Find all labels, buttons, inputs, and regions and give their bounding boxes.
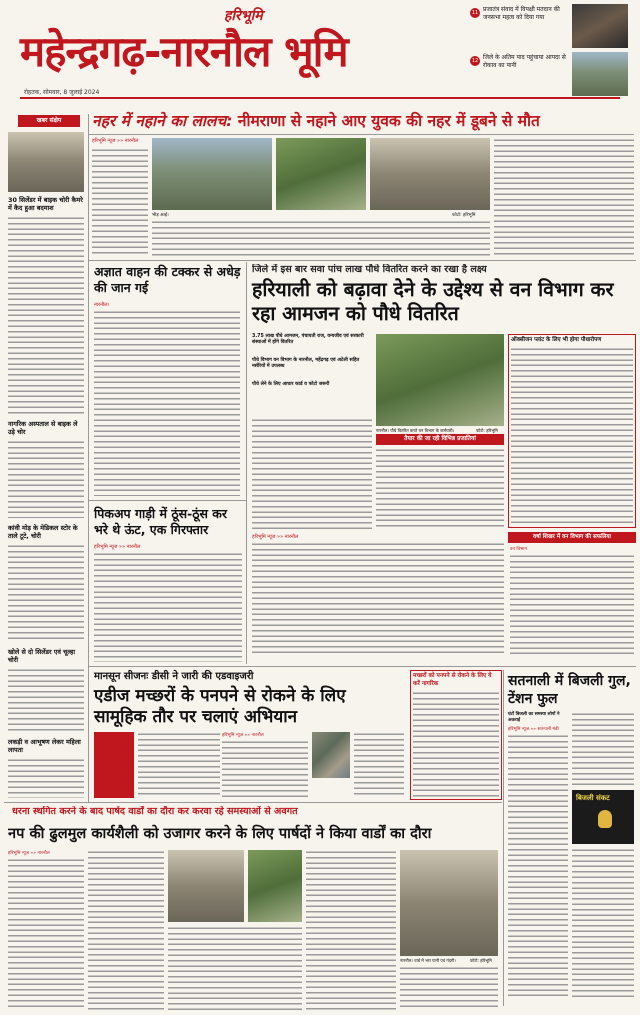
top-story bbox=[92, 138, 636, 258]
story-power-body-2 bbox=[572, 712, 634, 786]
teaser-2-photo bbox=[572, 52, 628, 96]
story-trees-sidebar-body bbox=[376, 448, 504, 530]
story-council-kicker: धरना स्थगित करने के बाद पार्षद वार्डों का दौरा कर करवा रहे समस्याओं से अवगत bbox=[12, 806, 298, 817]
story-rain-head: वर्षा शिखर में वन विभाग की सफलिया bbox=[508, 532, 636, 543]
briefs-divider bbox=[88, 114, 89, 802]
brief-4-body bbox=[8, 668, 84, 732]
brand-logo: हरिभूमि bbox=[224, 8, 263, 24]
story-trees-sidebar-head: तैयार की जा रही विभिन्न प्रजातियां bbox=[376, 434, 504, 445]
story-trees-body-1 bbox=[252, 418, 372, 530]
brief-photo bbox=[8, 132, 84, 192]
briefs-tag: खबर संक्षेप bbox=[18, 115, 80, 127]
story-pickup-credit: हरिभूमि न्यूज »» नारनौल bbox=[94, 544, 141, 550]
oxygen-body bbox=[511, 347, 633, 525]
story-power-graphic-label: बिजली संकट bbox=[576, 794, 610, 802]
story-council-photo-caption: नारनौल। वार्ड में भरा पानी एवं गंदगी। bbox=[400, 958, 456, 963]
story-trees-head: हरियाली को बढ़ावा देने के उद्देश्य से वन विभाग कर रहा आमजन को पौधे वितरित bbox=[252, 278, 614, 325]
story-council-head: नप की ढुलमुल कार्यशैली को उजागर करने के लिए पार्षदों ने किया वार्डों का दौरा bbox=[8, 825, 432, 842]
story-accident bbox=[92, 262, 242, 496]
story-rain-box bbox=[508, 532, 636, 656]
top-story-credit: हरिभूमि न्यूज »» नारनौल bbox=[92, 138, 139, 144]
story-pickup-body bbox=[94, 552, 242, 662]
top-story-col-1 bbox=[92, 148, 148, 256]
mosquito-rule bbox=[4, 802, 502, 803]
story-trees-photo-caption: नारनौल। पौधे वितरित करते वन विभाग के कर्मचारी। bbox=[376, 428, 455, 433]
dateline: रोहतक, सोमवार, 8 जुलाई 2024 bbox=[24, 89, 100, 96]
story-council-body-2 bbox=[88, 850, 164, 1010]
brief-5-body bbox=[8, 758, 84, 798]
top-story-photo-3 bbox=[370, 138, 490, 210]
story-mosquito-head: एडीज मच्छरों के पनपने से रोकने के लिए सामूहिक तौर पर चलाएं अभियान bbox=[94, 686, 346, 727]
story-trees-credit: हरिभूमि न्यूज »» नारनौल bbox=[252, 534, 299, 540]
story-pickup bbox=[92, 504, 244, 664]
story-trees bbox=[250, 262, 638, 666]
story-council-body-4 bbox=[306, 850, 396, 1010]
story-power-head: सतनाली में बिजली गुल, टेंशन फुल bbox=[508, 673, 631, 707]
brief-3-body bbox=[8, 544, 84, 642]
story-power-graphic bbox=[572, 790, 634, 844]
brief-3-head: कांवी मोड़ के मेडिकल स्टोर के ताले टूटे, चोरी bbox=[8, 524, 78, 540]
top-headline-rule bbox=[88, 134, 634, 135]
masthead-rule bbox=[20, 97, 620, 99]
story-council-body-3 bbox=[168, 926, 302, 1010]
brief-1-body bbox=[8, 216, 84, 414]
top-headline-kicker: नहर में नहाने का लालच: bbox=[92, 112, 233, 130]
teaser-2-text: जिले के अतिम पाद पहुंचाया आपदा से रोकाव का पानी bbox=[483, 54, 566, 69]
story-power-body-3 bbox=[572, 848, 634, 1000]
story-accident-credit: नारनौल। bbox=[94, 302, 110, 308]
top-story-rule bbox=[88, 260, 636, 261]
story-rain-body bbox=[510, 554, 634, 654]
bulb-icon bbox=[598, 810, 612, 828]
masthead-title: महेन्द्रगढ़-नारनौल भूमि bbox=[20, 27, 348, 76]
story-council bbox=[6, 806, 500, 1010]
story-council-body-5 bbox=[400, 966, 498, 1010]
story-mosquito-sidebar-body bbox=[413, 691, 499, 797]
top-story-body-a bbox=[152, 220, 490, 256]
top-story-photo-1 bbox=[152, 138, 272, 210]
story-trees-kicker: जिले में इस बार सवा पांच लाख पौधे वितरित करने का रखा है लक्ष्य bbox=[252, 264, 487, 275]
trees-rule bbox=[88, 666, 636, 667]
teaser-1-photo bbox=[572, 4, 628, 48]
story-mosquito-kicker: मानसून सीजनः डीसी ने जारी की एडवाइजरी bbox=[94, 671, 254, 682]
teaser-1[interactable] bbox=[470, 4, 568, 50]
story-mosquito-body-3 bbox=[354, 732, 404, 798]
story-council-photo-1 bbox=[168, 850, 244, 922]
story-rain-credit: वन विभाग bbox=[510, 547, 527, 552]
accident-divider bbox=[246, 262, 247, 664]
story-accident-body bbox=[94, 310, 240, 496]
story-power-body-1 bbox=[508, 734, 568, 1000]
oxygen-box bbox=[508, 334, 636, 528]
story-mosquito-body-2 bbox=[222, 740, 308, 798]
story-accident-head: अज्ञात वाहन की टक्कर से अधेड़ की जान गई bbox=[94, 264, 241, 295]
briefs-column bbox=[6, 132, 86, 800]
brief-4-head: खोले से दो सिलेंडर एवं चूल्हा चोरी bbox=[8, 648, 75, 664]
top-story-body-b bbox=[494, 138, 634, 256]
bullet-2: पौधे विभाग वन विभाग के नारनौल, महेंद्रगढ़ एवं अटेली सहित नर्सरियों में उपलब्ध bbox=[252, 358, 360, 369]
brief-1-head: 30 सिलेंडर में बाइक चोरी कैमरे में कैद हुआ बदमाश bbox=[8, 196, 83, 212]
story-trees-photo bbox=[376, 334, 504, 426]
story-power bbox=[506, 670, 636, 1000]
story-council-photo-2 bbox=[248, 850, 302, 922]
top-headline bbox=[92, 111, 632, 131]
teaser-1-page: 11 bbox=[471, 10, 479, 16]
story-trees-photo-credit: फोटो: हरिभूमि bbox=[476, 428, 498, 433]
story-mosquito-sidebar bbox=[410, 670, 502, 800]
story-mosquito-body-1 bbox=[138, 732, 220, 798]
story-power-bullet: घंटों बिजली का समस्या लोगों ने अकराई bbox=[508, 712, 560, 723]
bullet-3: पौधे लेने के लिए आधार कार्ड व फोटो जरूरी bbox=[252, 382, 330, 387]
power-divider bbox=[503, 670, 504, 1006]
story-council-photo-3 bbox=[400, 850, 498, 956]
masthead bbox=[0, 0, 640, 108]
story-trees-bullets bbox=[252, 334, 372, 414]
story-mosquito-side-tag bbox=[94, 732, 134, 798]
teaser-1-text: प्रजातंत्र संवाद में विपक्षी मतदान की जनसभा महत्व को दिया गया bbox=[483, 6, 560, 21]
teaser-2-page: 12 bbox=[471, 58, 479, 64]
brief-2-body bbox=[8, 440, 84, 518]
story-council-photo-credit: फोटो: हरिभूमि bbox=[470, 958, 492, 963]
story-council-credit: हरिभूमि न्यूज »» नारनौल bbox=[8, 851, 50, 856]
teaser-2[interactable] bbox=[470, 52, 568, 96]
story-mosquito-credit: हरिभूमि न्यूज »» नारनौल bbox=[222, 733, 264, 738]
story-council-body-1 bbox=[8, 858, 84, 1010]
bullet-1: 3.75 लाख पौधे आमजन, पंचायती राज, वन्यजीव एवं सरकारी संस्थाओं में होंगे वितरित bbox=[252, 334, 364, 345]
top-story-photo-credit: फोटो: हरिभूमि bbox=[452, 213, 476, 218]
top-story-photo-caption: भीड़ आई। bbox=[152, 213, 169, 218]
story-power-credit: हरिभूमि न्यूज »» सतनाली मंडी bbox=[508, 727, 559, 732]
story-pickup-head: पिकअप गाड़ी में ठूंस-ठूंस कर भरे थे ऊंट, एक गिरफ्तार bbox=[94, 506, 227, 537]
brief-2-head: नागरिक अस्पताल से बाइक ले उड़े चोर bbox=[8, 420, 78, 436]
top-headline-text: नीमराणा से नहाने आए युवक की नहर में डूबने से मौत bbox=[237, 112, 540, 130]
story-mosquito-sidebar-head: मच्छरों को पनपने से रोकने के लिए ये करें नागरिक bbox=[413, 673, 492, 687]
accident-rule bbox=[88, 500, 246, 501]
story-trees-body-2 bbox=[252, 542, 504, 654]
brief-5-head: लकड़ी व आभूषण लेकर महिला लापता bbox=[8, 738, 81, 754]
top-story-photo-2 bbox=[276, 138, 366, 210]
story-mosquito bbox=[92, 670, 502, 800]
story-mosquito-photo bbox=[312, 732, 350, 778]
oxygen-head: ऑक्सीजन प्लांट के लिए भी होगा पौधारोपण bbox=[511, 337, 602, 343]
